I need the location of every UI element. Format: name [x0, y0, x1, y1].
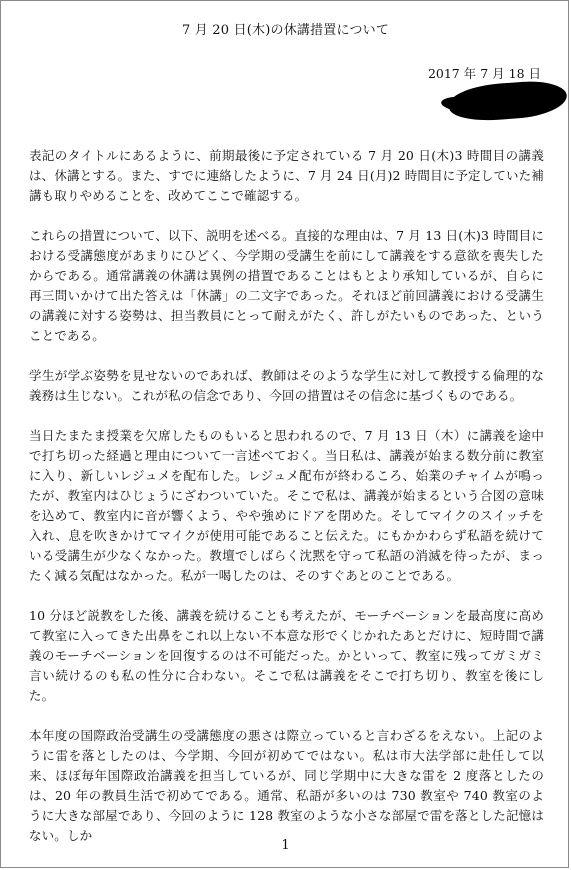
paragraph-6: 本年度の国際政治受講生の受講態度の悪さは際立っていると言わざるをえない。上記のように雷を落としたのは、今学期、今回が初めてではない。私は市大法学部に赴任して以来、ほぼ毎年国際政治講義を担当しているが、同じ学期中に大きな雷を 2 度落としたのは、20 年の教員生活で初めてである。通常、私語が多いのは 730 教室や 740 教室のように大きな部屋であり、今回のように 128 教室のような小さな部屋で雷を落とした記憶はない。しか — [29, 728, 544, 843]
document-body — [29, 146, 544, 846]
page-number: 1 — [281, 838, 290, 853]
paragraph-1: 表記のタイトルにあるように、前期最後に予定されている 7 月 20 日(木)3 時間目の講義は、休講とする。また、すでに連絡したように、7 月 24 日(月)2 時間目に予定していた補講も取りやめることを、改めてここで確認する。 — [29, 148, 544, 203]
paragraph-3: 学生が学ぶ姿勢を見せないのであれば、教師はそのような学生に対して教授する倫理的な義務は生じない。これが私の信念であり、今回の措置はその信念に基づくものである。 — [29, 368, 544, 403]
document-date: 2017 年 7 月 18 日 — [427, 66, 541, 81]
paragraph-4: 当日たまたま授業を欠席したものもいると思われるので、7 月 13 日（木）に講義を途中で打ち切った経過と理由について一言述べておく。当日私は、講義が始まる数分前に教室に入り、新しいレジュメを配布した。レジュメ配布が終わるころ、始業のチャイムが鳴ったが、教室内はひじょうにざわついていた。そこで私は、講義が始まるという合図の意味を込めて、教室内に音が響くよう、やや強めにドアを閉めた。そしてマイクのスイッチを入れ、息を吹きかけてマイクが使用可能であること伝えた。にもかかわらず私語を続けている受講生が少なくなかった。教壇でしばらく沈黙を守って私語の消滅を待ったが、まったく減る気配はなかった。私が一喝したのは、そのすぐあとのことである。 — [29, 428, 544, 583]
document-title: 7 月 20 日(木)の休講措置について — [181, 23, 390, 38]
paragraph-5: 10 分ほど説教をした後、講義を続けることも考えたが、モーチベーションを最高度に高めて教室に入ってきた出鼻をこれ以上ない不本意な形でくじかれたあとだけに、短時間で講義のモーチベーションを回復するのは不可能だった。かといって、教室に残ってガミガミ言い続けるのも私の性分に合わない。そこで私は講義をそこで打ち切り、教室を後にした。 — [29, 608, 544, 703]
paragraph-2: これらの措置について、以下、説明を述べる。直接的な理由は、7 月 13 日(木)3 時間目における受講態度があまりにひどく、今学期の受講生を前にして講義をする意欲を喪失したからである。通常講義の休講は異例の措置であることはもとより承知しているが、自らに再三問いかけて出た答えは「休講」の二文字であった。それほど前回講義における受講生の講義に対する姿勢は、担当教員にとって耐えがたく、許しがたいものであった、ということである。 — [29, 228, 544, 343]
